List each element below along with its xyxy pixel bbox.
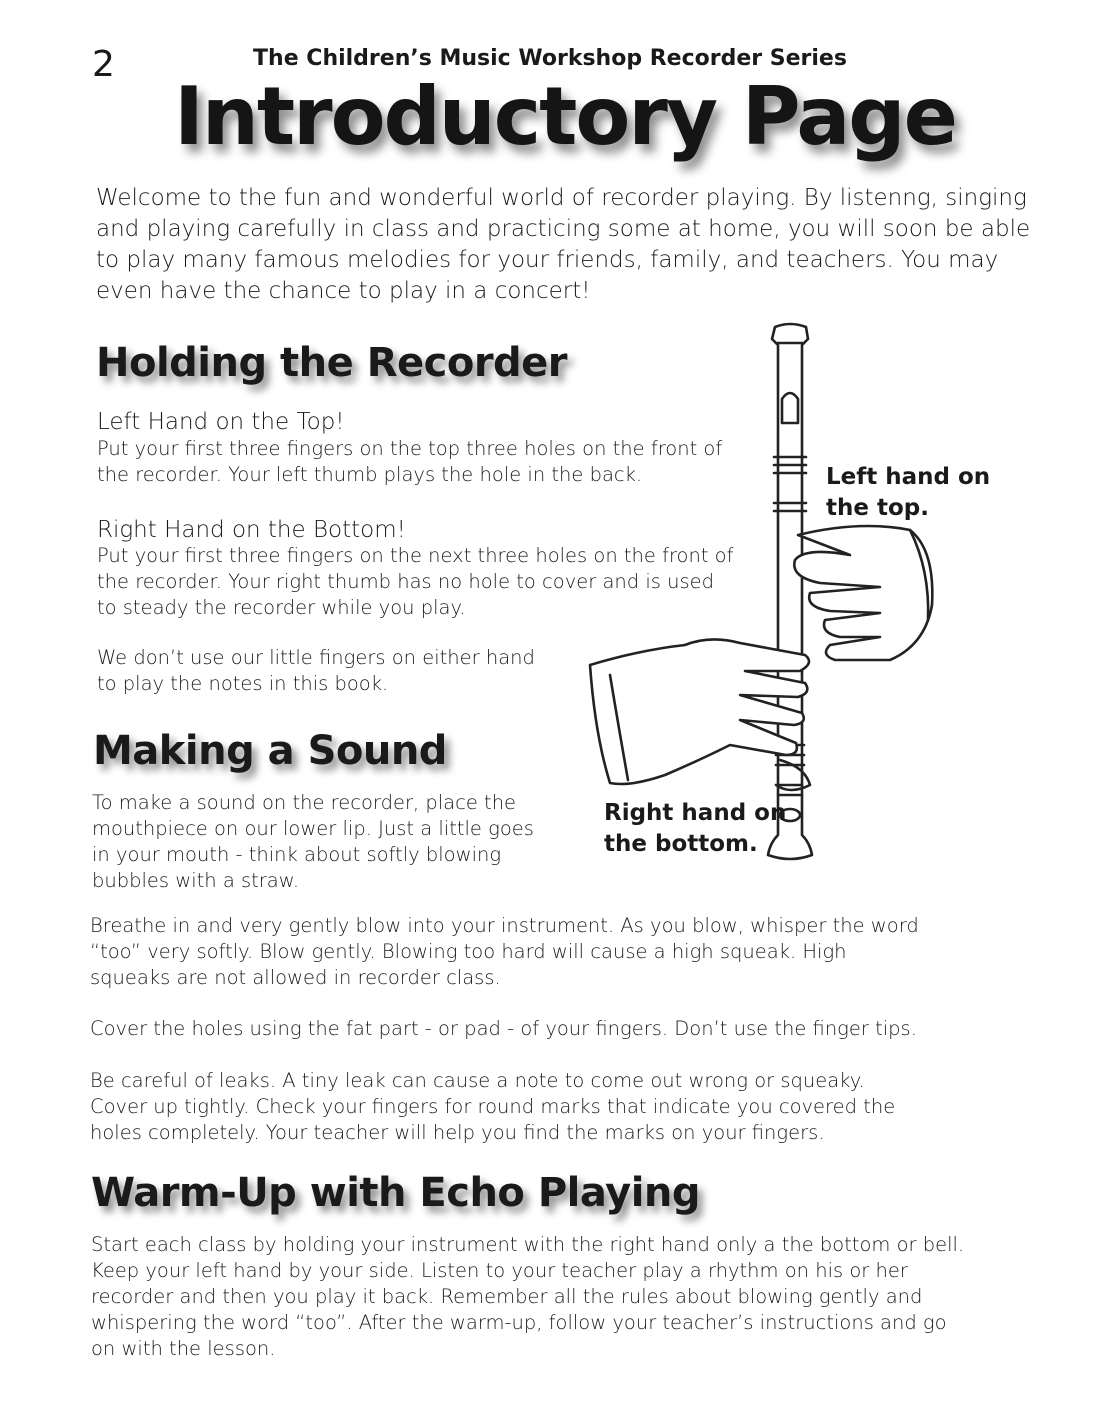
right-hand-text-1: Put your first three fingers on the next three holes on the front of [97, 544, 734, 567]
caption-right-hand-1: Right hand on [604, 800, 787, 826]
heading-warm-up: Warm-Up with Echo Playing [91, 1170, 701, 1216]
caption-left-hand-2: the top. [826, 495, 929, 521]
recorder-icon [768, 324, 812, 859]
right-hand-title: Right Hand on the Bottom! [97, 517, 406, 543]
warmup-line-3: recorder and then you play it back. Remember all the rules about blowing gently and [91, 1285, 923, 1308]
right-hand-text-2: the recorder. Your right thumb has no hole to cover and is used [97, 570, 715, 593]
warmup-line-1: Start each class by holding your instrument with the right hand only a the bottom or bell. [91, 1233, 965, 1256]
sound-p1-line-3: in your mouth - think about softly blowing [92, 843, 502, 866]
sound-p3-line-1: Cover the holes using the fat part - or pad - of your fingers. Don’t use the finger tips. [90, 1017, 917, 1040]
caption-right-hand-2: the bottom. [604, 831, 758, 857]
left-hand-text-2: the recorder. Your left thumb plays the hole in the back. [97, 463, 643, 486]
left-hand-title: Left Hand on the Top! [97, 409, 345, 435]
sound-p4-line-1: Be careful of leaks. A tiny leak can cause a note to come out wrong or squeaky. [90, 1069, 865, 1092]
page-title: Introductory Page [174, 70, 956, 163]
heading-making-sound: Making a Sound [93, 728, 447, 774]
little-fingers-text-2: to play the notes in this book. [97, 672, 389, 695]
heading-holding: Holding the Recorder [96, 340, 568, 386]
sound-p2-line-2: “too” very softly. Blow gently. Blowing too hard will cause a high squeak. High [90, 940, 847, 963]
sound-p1-line-2: mouthpiece on our lower lip. Just a little goes [92, 817, 534, 840]
little-fingers-text-1: We don’t use our little fingers on either hand [97, 646, 535, 669]
sound-p2-line-1: Breathe in and very gently blow into your instrument. As you blow, whisper the word [90, 914, 919, 937]
caption-left-hand-1: Left hand on [826, 464, 991, 490]
page-number: 2 [92, 44, 115, 85]
sound-p4-line-3: holes completely. Your teacher will help you find the marks on your fingers. [90, 1121, 825, 1144]
warmup-line-4: whispering the word “too”. After the warm-up, follow your teacher’s instructions and go [91, 1311, 947, 1334]
left-hand-icon [794, 526, 932, 660]
left-hand-text-1: Put your first three fingers on the top three holes on the front of [97, 437, 723, 460]
series-title: The Children’s Music Workshop Recorder Series [253, 46, 847, 71]
right-hand-text-3: to steady the recorder while you play. [97, 596, 466, 619]
sound-p1-line-4: bubbles with a straw. [92, 869, 300, 892]
warmup-line-2: Keep your left hand by your side. Listen to your teacher play a rhythm on his or her [91, 1259, 908, 1282]
intro-paragraph: Welcome to the fun and wonderful world of recorder playing. By listenng, singing and playing carefully in class and practicing some at home, you will soon be able to play many famous melodies for your friends, family, and teachers. You may even have the chance to play in a concert! [96, 185, 1031, 304]
warmup-line-5: on with the lesson. [91, 1337, 276, 1360]
recorder-hands-illustration [580, 315, 1020, 875]
sound-p4-line-2: Cover up tightly. Check your fingers for round marks that indicate you covered the [90, 1095, 896, 1118]
sound-p2-line-3: squeaks are not allowed in recorder class. [90, 966, 501, 989]
sound-p1-line-1: To make a sound on the recorder, place the [92, 791, 517, 814]
